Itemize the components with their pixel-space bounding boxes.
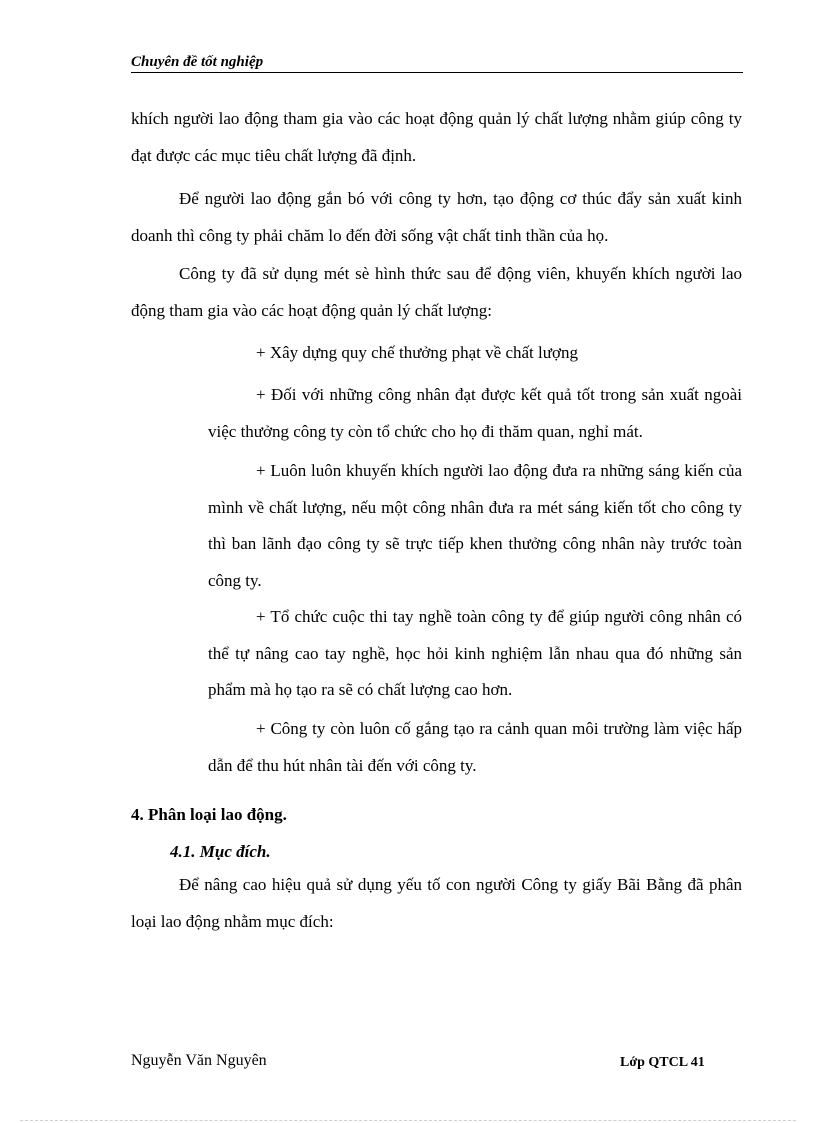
section-heading: 4. Phân loại lao động. <box>131 805 287 824</box>
bullet-item: + Tổ chức cuộc thi tay nghề toàn công ty để giúp người công nhân có thể tự nâng cao tay nghề, học hỏi kinh nghiệm lẫn nhau qua đó những sản phẩm mà họ tạo ra sẽ có chất lượng cao hơn. <box>208 607 742 699</box>
subsection-heading: 4.1. Mục đích. <box>170 842 271 861</box>
paragraph-continuation: khích người lao động tham gia vào các hoạt động quản lý chất lượng nhằm giúp công ty đạt được các mục tiêu chất lượng đã định. <box>131 109 742 165</box>
bullet-item: + Xây dựng quy chế thưởng phạt về chất lượng <box>256 343 578 362</box>
header-rule <box>131 72 743 73</box>
header-title: Chuyên đề tốt nghiệp <box>131 54 264 70</box>
bullet-item: + Luôn luôn khuyến khích người lao động đưa ra những sáng kiến của mình về chất lượng, nếu một công nhân đưa ra mét sáng kiến tốt cho công ty thì ban lãnh đạo công ty sẽ trực tiếp khen thưởng công nhân này trước toàn công ty. <box>208 461 742 590</box>
paragraph-living-conditions: Để người lao động gắn bó với công ty hơn, tạo động cơ thúc đẩy sản xuất kinh doanh thì công ty phải chăm lo đến đời sống vật chất tinh thần của họ. <box>131 189 742 245</box>
footer-class-label: Lớp QTCL 41 <box>620 1055 705 1070</box>
footer-author: Nguyễn Văn Nguyên <box>131 1052 267 1069</box>
paragraph-purpose: Để nâng cao hiệu quả sử dụng yếu tố con người Công ty giấy Bãi Bằng đã phân loại lao động nhằm mục đích: <box>131 875 742 931</box>
bullet-item: + Đối với những công nhân đạt được kết quả tốt trong sản xuất ngoài việc thưởng công ty còn tổ chức cho họ đi thăm quan, nghỉ mát. <box>208 385 742 441</box>
paragraph-motivation-forms: Công ty đã sử dụng mét sè hình thức sau để động viên, khuyến khích người lao động tham gia vào các hoạt động quản lý chất lượng: <box>131 264 742 320</box>
page-bottom-divider <box>20 1120 796 1121</box>
bullet-item: + Công ty còn luôn cố gắng tạo ra cảnh quan môi trường làm việc hấp dẫn để thu hút nhân tài đến với công ty. <box>208 719 742 775</box>
